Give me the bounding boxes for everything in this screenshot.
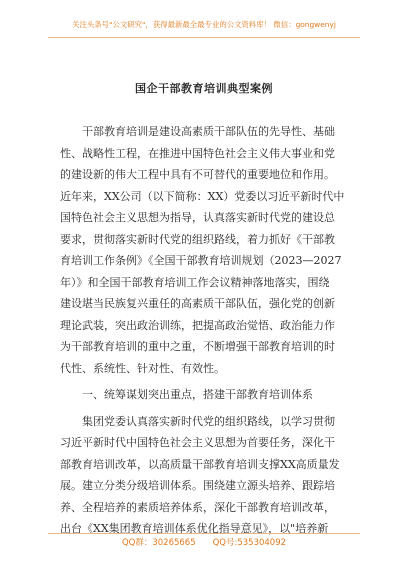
body-line: 干部教育培训是建设高素质干部队伍的先导性、基础 (60, 125, 335, 138)
body-line: 代性、系统性、针对性、有效性。 (60, 361, 225, 375)
body-line: 建设堪当民族复兴重任的高素质干部队伍，强化党的创新 (60, 297, 335, 310)
body-line: 习近平新时代中国特色社会主义思想为首要任务，深化干 (60, 436, 335, 449)
body-line: 要求，贯彻落实新时代党的组织路线，着力抓好《干部教 (60, 232, 335, 246)
body-line: 集团党委认真落实新时代党的组织路线，以学习贯彻 (60, 414, 335, 428)
header-divider (48, 37, 360, 38)
body-line: 出台《XX集团教育培训体系优化指导意见》，以"培养新 (60, 522, 329, 535)
body-line: 性、战略性工程，在推进中国特色社会主义伟大事业和党 (60, 146, 335, 160)
body-line: 国特色社会主义思想为指导，认真落实新时代党的建设总 (60, 211, 335, 224)
body-line: 展。建立分类分级培训体系。围绕建立源头培养、跟踪培 (60, 479, 335, 492)
body-line: 部教育培训改革，以高质量干部教育培训支撑XX高质量发 (60, 457, 340, 471)
body-line: 理论武装，突出政治训练，把提高政治觉悟、政治能力作 (60, 318, 335, 332)
document-title: 国企干部教育培训典型案例 (135, 82, 273, 95)
body-line: 为干部教育培训的重中之重，不断增强干部教育培训的时 (60, 340, 335, 353)
section-heading: 一、统筹谋划突出重点，搭建干部教育培训体系 (60, 388, 313, 401)
page-header: 关注头条号"公文研究"，获得最新最全最专业的公文资料库！ 微信：gongwenyj (72, 20, 336, 29)
body-line: 育培训工作条例》《全国干部教育培训规划（2023—2027 (60, 254, 342, 267)
footer-divider (48, 533, 360, 534)
body-line: 近年来，XX公司（以下简称：XX）党委以习近平新时代中 (60, 189, 345, 203)
body-line: 的建设新的伟大工程中具有不可替代的重要地位和作用。 (60, 168, 335, 181)
body-line: 年）》和全国干部教育培训工作会议精神落地落实，围绕 (60, 275, 330, 289)
body-line: 养、全程培养的素质培养体系，深化干部教育培训改革， (60, 500, 335, 514)
document-body (60, 121, 350, 540)
page-footer: QQ群：30265665 QQ号:535304092 (121, 538, 287, 548)
